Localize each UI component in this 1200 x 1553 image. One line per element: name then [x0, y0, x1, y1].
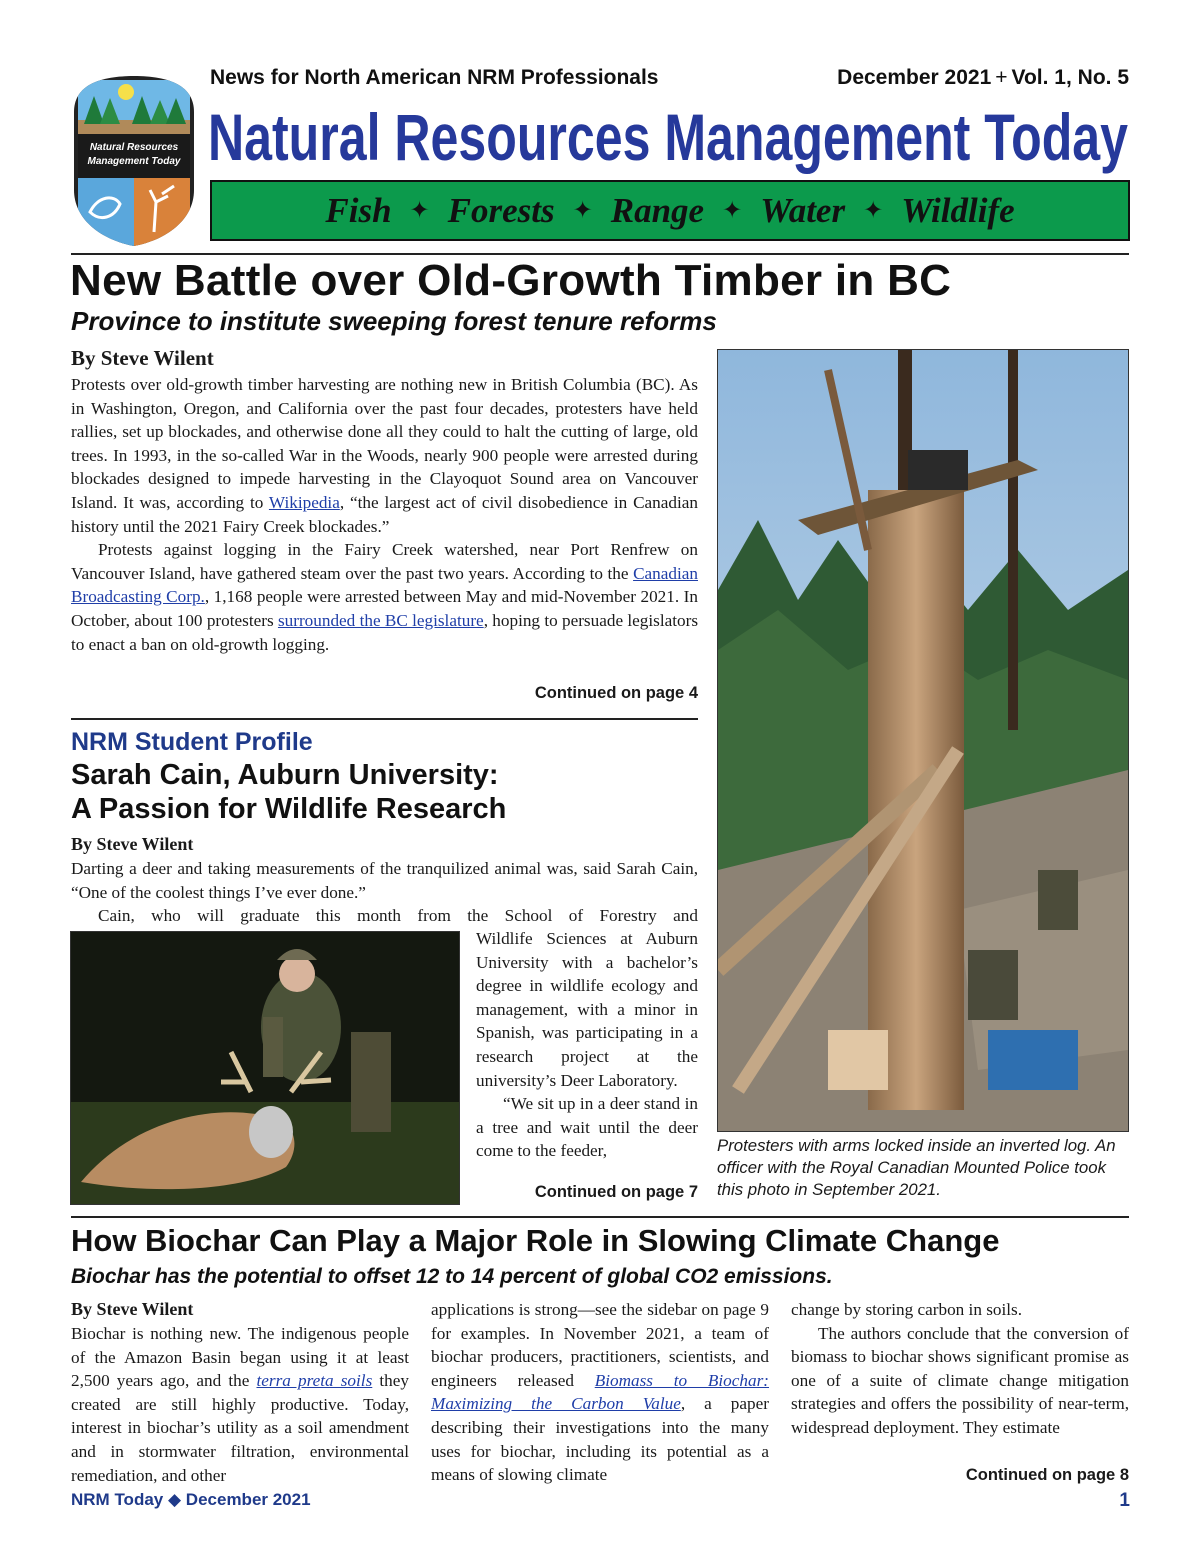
biochar-continued: Continued on page 8 [965, 1466, 1129, 1484]
star-separator-icon: ✦ [409, 198, 430, 224]
photo-caption: Protesters with arms locked inside an inverted log. An officer with the Royal Canadian Mounted Police took this photo in September 2021. [717, 1136, 1116, 1199]
text: applications is strong—see the sidebar on page 9 for examples. In November 2021, a team of biochar producers, practitioners, scientists, and engineers released [431, 1300, 769, 1390]
subject-forests: Forests [447, 190, 555, 230]
lead-paragraph [71, 373, 698, 538]
star-separator-icon: ✦ [572, 198, 593, 224]
text: they created are still highly productive. Today, interest in biochar’s utility as a soil amendment and in stormwater filtration, environmental remediation, and other [71, 1371, 409, 1485]
subject-wildlife: Wildlife [901, 190, 1015, 230]
lead-headline: New Battle over Old-Growth Timber in BC [70, 256, 952, 305]
profile-body-column [476, 927, 698, 1163]
star-separator-icon: ✦ [863, 198, 884, 224]
diamond-icon: ◆ [167, 1490, 182, 1509]
biomass-to-biochar-link[interactable]: Biomass to Biochar: Maximizing the Carbon Value [431, 1370, 769, 1414]
biochar-paragraph: The authors conclude that the conversion of biomass to biochar shows significant promise as one of a suite of climate change mitigation strategies and offers the possibility of near-term, widespread deployment. They estimate [791, 1323, 1129, 1437]
subject-water: Water [760, 190, 846, 230]
lead-byline: By Steve Wilent [71, 346, 214, 370]
protest-photo [717, 349, 1129, 1132]
lead-subhead: Province to institute sweeping forest tenure reforms [71, 306, 717, 336]
profile-headline-line: A Passion for Wildlife Research [71, 793, 507, 825]
divider [71, 253, 1129, 255]
biochar-paragraph: change by storing carbon in soils. [791, 1300, 1023, 1319]
bc-legislature-link[interactable]: surrounded the BC legislature [277, 610, 484, 630]
footer-date: December 2021 [185, 1490, 311, 1509]
biochar-subhead: Biochar has the potential to offset 12 to 14 percent of global CO2 emissions. [71, 1265, 833, 1288]
subject-bar [210, 180, 1130, 241]
page-number: 1 [1119, 1490, 1130, 1511]
cbc-link[interactable]: Canadian Broadcasting Corp. [71, 563, 698, 607]
profile-byline: By Steve Wilent [71, 834, 194, 854]
text: , a paper describing their investigations into the many uses for biochar, including its potential as a means of slowing climate [431, 1394, 769, 1485]
profile-body [71, 857, 698, 928]
profile-headline-line: Sarah Cain, Auburn University: [71, 759, 499, 791]
footer-publication [71, 1490, 311, 1510]
text: Protests over old-growth timber harvesting are nothing new in British Columbia (BC). As in Washington, Oregon, and California over the past four decades, protesters have held rallies, set up blockades, and otherwise done all they could to halt the cutting of large, old trees. In 1993, in the so-called War in the Woods, nearly 900 people were arrested during blockades designed to impede harvesting in the Clayoquot Sound area on Vancouver Island. It was, according to [71, 375, 698, 512]
text: Biochar is nothing new. The indigenous people of the Amazon Basin began using it at least 2,500 years ago, and the [71, 1324, 409, 1391]
publication-title [208, 98, 1130, 176]
divider [71, 1216, 1129, 1218]
svg-text:Natural Resources: Natural Resources [89, 142, 179, 153]
svg-text:Natural Resources Management T: Natural Resources Management Today [208, 100, 1129, 174]
masthead-tagline: News for North American NRM Professionals [210, 66, 659, 89]
biochar-column-1 [71, 1322, 409, 1487]
footer-title: NRM Today [71, 1490, 164, 1509]
terra-preta-link[interactable]: terra preta soils [256, 1371, 373, 1391]
issue-date: December 2021 [837, 66, 992, 89]
svg-text:Management Today: Management Today [87, 156, 181, 167]
profile-paragraph: Cain, who will graduate this month from the School of Forestry and [98, 906, 698, 926]
lead-continued: Continued on page 4 [534, 684, 698, 702]
lead-paragraph [71, 538, 698, 656]
profile-continued: Continued on page 7 [534, 1183, 698, 1201]
text: , hoping to persuade legislators to enact a ban on old-growth logging. [71, 610, 699, 654]
biochar-column-2 [431, 1298, 769, 1488]
publication-logo [70, 72, 198, 248]
star-separator-icon: ✦ [722, 198, 743, 224]
subject-fish: Fish [325, 190, 392, 230]
issue-separator: + [995, 66, 1008, 89]
profile-paragraph: Darting a deer and taking measurements of the tranquilized animal was, said Sarah Cain, “One of the coolest things I’ve ever done.” [71, 859, 698, 902]
divider [71, 718, 698, 720]
biochar-headline: How Biochar Can Play a Major Role in Slowing Climate Change [71, 1223, 1000, 1258]
profile-section-label: NRM Student Profile [71, 728, 313, 756]
text: , 1,168 people were arrested between May and mid-November 2021. In October, about 100 protesters [71, 587, 698, 630]
wikipedia-link[interactable]: Wikipedia [268, 492, 340, 512]
biochar-paragraph [431, 1298, 769, 1487]
profile-headline [71, 758, 506, 826]
biochar-paragraph [71, 1322, 409, 1487]
text: , “the largest act of civil disobedience in Canadian history until the 2021 Fairy Creek blockades.” [71, 492, 698, 536]
subject-range: Range [610, 190, 705, 230]
issue-info [837, 66, 1129, 90]
student-deer-photo [70, 931, 460, 1205]
profile-paragraph: Wildlife Sciences at Auburn University with a bachelor’s degree in wildlife ecology and management, with a minor in Spanish, was participating in a research project at the university’s Deer Laboratory. [476, 929, 698, 1090]
lead-body [71, 373, 698, 656]
biochar-byline: By Steve Wilent [71, 1299, 194, 1319]
text: Protests against logging in the Fairy Creek watershed, near Port Renfrew on Vancouver Island, have gathered steam over the past two years. According to the [71, 540, 698, 583]
issue-volume: Vol. 1, No. 5 [1011, 66, 1129, 89]
biochar-column-3 [791, 1298, 1129, 1464]
profile-paragraph: “We sit up in a deer stand in a tree and wait until the deer come to the feeder, [476, 1094, 698, 1161]
